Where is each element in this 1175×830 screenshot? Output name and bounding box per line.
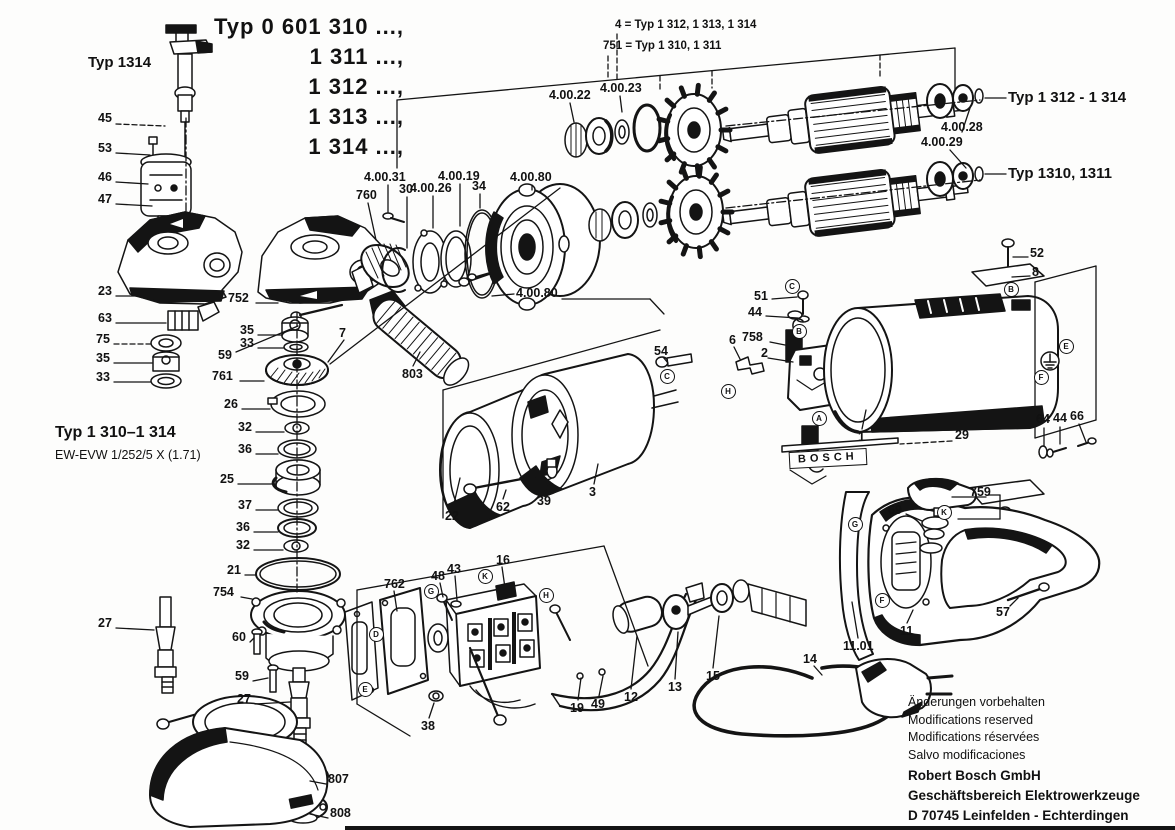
fan-tooth: [720, 229, 728, 233]
part-callout: 69: [888, 503, 902, 517]
leader-line: [455, 576, 457, 600]
fan-tooth: [711, 242, 716, 249]
part-callout: 49: [591, 697, 605, 711]
rear-handle-11: [840, 479, 1099, 660]
part-callout: 761: [212, 369, 233, 383]
reference-letter-k: K: [937, 505, 952, 520]
typ-1314-label: Typ 1314: [88, 54, 152, 71]
leader-line: [1079, 424, 1086, 442]
part-callout: 48: [431, 569, 445, 583]
part-callout: 760: [356, 188, 377, 202]
part-callout: 44: [1053, 411, 1067, 425]
part-callout: 4.00.80: [516, 286, 558, 300]
power-cord-14: [694, 659, 952, 736]
part-callout: 3: [589, 485, 596, 499]
part-callout: 754: [213, 585, 234, 599]
fan-tooth: [699, 248, 700, 257]
leader-line: [772, 297, 797, 299]
fan-tooth: [659, 139, 668, 141]
part-callout: 54: [654, 344, 668, 358]
part-callout: 46: [98, 170, 112, 184]
reference-letter-d: D: [369, 627, 384, 642]
part-callout: 36: [238, 442, 252, 456]
part-callout: 66: [1070, 409, 1084, 423]
footer-note-line: Änderungen vorbehalten: [908, 695, 1045, 709]
leader-line: [734, 347, 740, 359]
leader-line: [116, 628, 154, 630]
footer-company-line: Robert Bosch GmbH: [908, 768, 1041, 783]
reference-letter-a: A: [812, 411, 827, 426]
fan-tooth: [718, 147, 726, 151]
part-callout: 15: [706, 669, 720, 683]
leader-line: [241, 597, 252, 599]
part-callout: 4.00.26: [410, 181, 452, 195]
part-callout: 25: [220, 472, 234, 486]
reference-letter-h: H: [539, 588, 554, 603]
part-callout: 4.00.31: [364, 170, 406, 184]
part-callout: 4.00.23: [600, 81, 642, 95]
leader-line: [253, 678, 268, 681]
legend-line-2: 751 = Typ 1 310, 1 311: [603, 40, 722, 52]
leader-line: [620, 96, 622, 112]
reference-letter-f: F: [1034, 370, 1049, 385]
leader-line: [357, 704, 410, 736]
part-callout: 38: [421, 719, 435, 733]
part-callout: 1: [858, 430, 865, 444]
part-callout: 22: [445, 509, 459, 523]
part-callout: 33: [96, 370, 110, 384]
part-callout: 6: [729, 333, 736, 347]
leader-line: [357, 546, 604, 590]
leader-line: [1035, 266, 1096, 282]
typ-right-bottom-label: Typ 1310, 1311: [1008, 165, 1112, 182]
part-callout: 27: [237, 692, 251, 706]
fan-tooth: [667, 100, 674, 106]
footer-note-line: Modifications réservées: [908, 730, 1040, 744]
part-callout: 32: [236, 538, 250, 552]
brush-holder-assembly: [656, 291, 852, 484]
part-callout: 59: [235, 669, 249, 683]
typ-left-label: Typ 1 310–1 314: [55, 424, 176, 441]
model-code-label: EW-EVW 1/252/5 X (1.71): [55, 448, 201, 462]
part-callout: 808: [330, 806, 351, 820]
part-callout: 13: [668, 680, 682, 694]
part-callout: 762: [384, 577, 405, 591]
fan-tooth: [709, 160, 714, 167]
part-callout: 4.00.19: [438, 169, 480, 183]
footer-note-line: Salvo modificaciones: [908, 747, 1026, 762]
part-callout: 8: [1032, 265, 1039, 279]
fan-tooth: [681, 88, 684, 96]
part-callout: 47: [98, 192, 112, 206]
part-callout: 807: [328, 772, 349, 786]
part-callout: 45: [98, 111, 112, 125]
small-parts-63-75-35-33: [151, 302, 219, 388]
part-callout: 57: [996, 605, 1010, 619]
part-callout: 21: [227, 563, 241, 577]
leader-line: [599, 676, 603, 696]
reference-letter-e: E: [1059, 339, 1074, 354]
leader-line: [429, 703, 434, 718]
fan-tooth: [683, 246, 686, 254]
part-callout: 39: [537, 494, 551, 508]
reference-letter-f: F: [875, 593, 890, 608]
part-callout: 752: [228, 291, 249, 305]
leader-line: [650, 299, 664, 314]
leader-line: [578, 678, 581, 700]
fan-tooth: [718, 109, 726, 113]
part-callout: 33: [240, 336, 254, 350]
gear-head-housing-23: [118, 212, 242, 304]
fan-tooth: [720, 191, 728, 195]
fan-tooth: [711, 175, 716, 182]
part-callout: 53: [98, 141, 112, 155]
scan-edge-bar: [345, 826, 1175, 830]
part-callout: 34: [472, 179, 486, 193]
switch-assembly-16: [345, 582, 570, 725]
part-callout: 27: [98, 616, 112, 630]
part-callout: 75: [96, 332, 110, 346]
part-callout: 7: [339, 326, 346, 340]
part-callout: 4.00.29: [921, 135, 963, 149]
part-callout: 44: [748, 305, 762, 319]
part-callout: 4.00.80: [510, 170, 552, 184]
leader-line: [116, 153, 150, 155]
part-callout: 36: [236, 520, 250, 534]
part-callout: 60: [232, 630, 246, 644]
part-callout: 12: [624, 690, 638, 704]
footer-note-line: Modifications reserved: [908, 712, 1034, 727]
part-callout: 11.01: [843, 639, 874, 653]
part-callout: 4.00.28: [941, 120, 983, 134]
fan-tooth: [661, 201, 670, 203]
part-callout: 63: [98, 311, 112, 325]
part-callout: 11: [900, 624, 914, 638]
model-title-line: 1 312 ...,: [308, 74, 404, 99]
part-callout: 2: [761, 346, 768, 360]
part-callout: 29: [955, 428, 969, 442]
fan-tooth: [699, 167, 700, 176]
part-callout: 51: [754, 289, 768, 303]
part-callout: 37: [238, 498, 252, 512]
leader-line: [713, 616, 719, 668]
reference-letter-e: E: [358, 682, 373, 697]
reference-letter-g: G: [424, 584, 439, 599]
reference-letter-c: C: [785, 279, 800, 294]
leader-line: [770, 342, 785, 345]
leader-line: [900, 441, 952, 444]
leader-line: [631, 636, 637, 689]
fan-tooth: [697, 85, 698, 94]
bosch-nameplate: BOSCH: [789, 448, 868, 469]
part-callout: 59: [218, 348, 232, 362]
side-handle-803: [368, 291, 474, 390]
model-title-line: 1 314 ...,: [308, 134, 404, 159]
fan-tooth: [661, 221, 670, 223]
part-callout: 52: [1030, 246, 1044, 260]
part-callout: 759: [970, 485, 991, 499]
model-title-line: 1 311 ...,: [309, 44, 404, 69]
part-callout: 758: [742, 330, 763, 344]
part-callout: 35: [96, 351, 110, 365]
leader-line: [570, 103, 574, 122]
reference-letter-k: K: [478, 569, 493, 584]
part-callout: 26: [224, 397, 238, 411]
fan-tooth: [659, 119, 668, 121]
footer-company-line: Geschäftsbereich Elektrowerkzeuge: [908, 788, 1140, 803]
part-callout: 32: [238, 420, 252, 434]
part-callout: 35: [240, 323, 254, 337]
model-title-line: 1 313 ...,: [308, 104, 404, 129]
part-callout: 62: [496, 500, 510, 514]
legend-line-1: 4 = Typ 1 312, 1 313, 1 314: [615, 19, 757, 31]
part-callout: 803: [402, 367, 423, 381]
fan-tooth: [669, 182, 676, 188]
footer-company-line: D 70745 Leinfelden - Echterdingen: [908, 808, 1129, 823]
reference-letter-c: C: [660, 369, 675, 384]
part-callout: 23: [98, 284, 112, 298]
reference-letter-b: B: [792, 324, 807, 339]
part-callout: 43: [447, 562, 461, 576]
fan-tooth: [709, 93, 714, 100]
part-callout: 19: [570, 701, 584, 715]
spindle-27-left: [155, 597, 176, 693]
part-callout: 30: [399, 182, 413, 196]
part-callout: 4.00.22: [549, 88, 591, 102]
reference-letter-g: G: [848, 517, 863, 532]
fan-tooth: [683, 170, 686, 178]
model-title-line: Typ 0 601 310 ...,: [213, 14, 404, 39]
part-callout: 14: [803, 652, 817, 666]
reference-letter-h: H: [721, 384, 736, 399]
part-callout: 64: [1036, 412, 1050, 426]
part-callout: 16: [496, 553, 510, 567]
leader-line: [116, 124, 165, 126]
typ-right-top-label: Typ 1 312 - 1 314: [1008, 89, 1127, 106]
reference-letter-b: B: [1004, 282, 1019, 297]
capacitor-and-bushings: [610, 580, 806, 636]
